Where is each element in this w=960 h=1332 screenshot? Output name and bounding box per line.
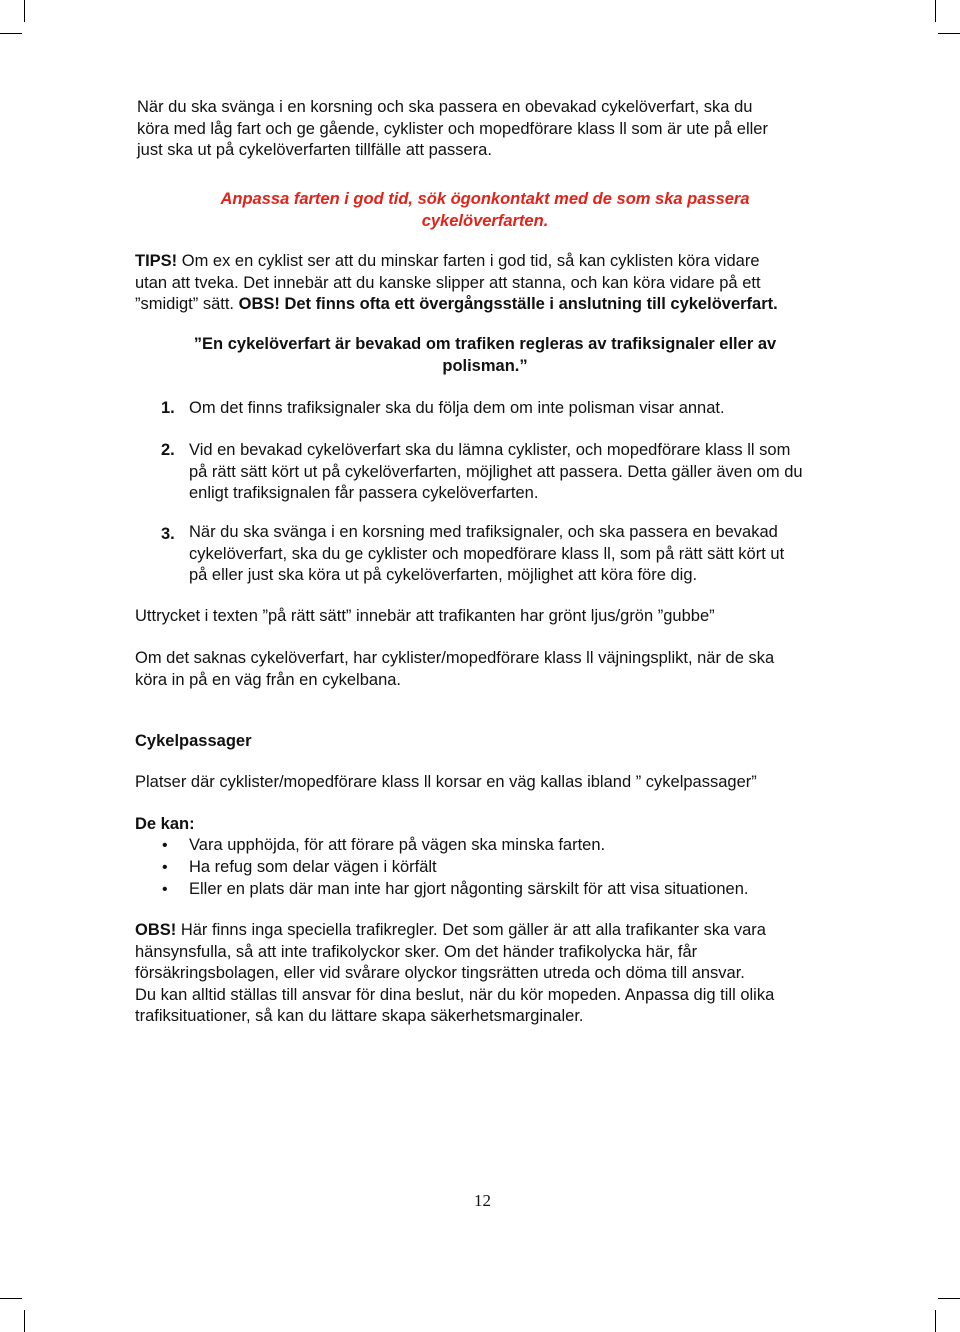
bevakad-definition [137, 334, 833, 377]
tips-paragraph [135, 251, 778, 316]
saknas-line-2: köra in på en väg från en cykelbana. [135, 670, 402, 689]
list-number-1: 1. [161, 399, 175, 417]
list-number-2: 2. [161, 441, 175, 459]
list-number-3: 3. [161, 525, 175, 543]
obs-label: OBS! [135, 921, 177, 939]
crop-mark-top-left-vertical [24, 0, 25, 22]
uttrycket-paragraph: Uttrycket i texten ”på rätt sätt” innebär att trafikanten har grönt ljus/grön ”gubbe” [135, 607, 715, 625]
obs-line-3: försäkringsbolagen, eller vid svårare olyckor tingsrätten utreda och döma till ansvar. [135, 964, 745, 982]
intro-line-1: När du ska svänga i en korsning och ska passera en obevakad cykelöverfart, ska du [137, 98, 753, 116]
list-item-1-line-1: Om det finns trafiksignaler ska du följa dem om inte polisman visar annat. [189, 399, 725, 417]
crop-mark-top-left-horizontal [0, 33, 22, 34]
list-item-3-line-2: cykelöverfart, ska du ge cyklister och mopedförare klass ll, som på rätt sätt kört ut [189, 544, 785, 563]
obs-line-1: Här finns inga speciella trafikregler. Det som gäller är att alla trafikanter ska vara [176, 921, 766, 939]
bullet-item-1: Vara upphöjda, för att förare på vägen ska minska farten. [189, 836, 606, 854]
page-number: 12 [474, 1191, 491, 1210]
obs-line-4: Du kan alltid ställas till ansvar för dina beslut, när du kör mopeden. Anpassa dig till olika [135, 985, 775, 1004]
section-heading-cykelpassager: Cykelpassager [135, 732, 252, 750]
crop-mark-bottom-right-horizontal [938, 1298, 960, 1299]
list-item-2 [189, 440, 803, 505]
list-item-3-line-3: på eller just ska köra ut på cykelöverfarten, möjlighet att köra före dig. [189, 566, 698, 584]
highlight-line-1: Anpassa farten i god tid, sök ögonkontakt med de som ska passera [220, 190, 750, 208]
saknas-line-1: Om det saknas cykelöverfart, har cyklister/mopedförare klass ll väjningsplikt, när de ska [135, 649, 775, 667]
obs-paragraph [135, 920, 774, 1028]
crop-mark-bottom-left-horizontal [0, 1298, 22, 1299]
crop-mark-top-right-horizontal [938, 33, 960, 34]
platser-paragraph: Platser där cyklister/mopedförare klass ll korsar en väg kallas ibland ” cykelpassager” [135, 773, 757, 791]
list-item-1 [189, 398, 725, 420]
intro-line-3: just ska ut på cykelöverfarten tillfälle att passera. [137, 141, 492, 159]
crop-mark-bottom-right-vertical [935, 1310, 936, 1332]
intro-line-2: köra med låg fart och ge gående, cyklister och mopedförare klass ll som är ute på eller [137, 119, 768, 138]
crop-mark-top-right-vertical [935, 0, 936, 22]
saknas-paragraph [135, 648, 774, 691]
list-item-2-line-3: enligt trafiksignalen får passera cykelöverfarten. [189, 484, 539, 502]
tips-line-1: Om ex en cyklist ser att du minskar farten i god tid, så kan cyklisten köra vidare [177, 252, 760, 270]
crop-mark-bottom-left-vertical [24, 1310, 25, 1332]
list-item-3 [189, 522, 784, 587]
bullet-icon-2: • [162, 859, 168, 876]
de-kan-label: De kan: [135, 815, 195, 833]
tips-line-2: utan att tveka. Det innebär att du kanske slipper att stanna, och kan köra vidare på ett [135, 273, 761, 292]
intro-paragraph [137, 97, 768, 162]
bevakad-line-2: polisman.” [442, 356, 528, 375]
tips-label: TIPS! [135, 252, 178, 270]
bevakad-line-1: ”En cykelöverfart är bevakad om trafiken regleras av trafiksignaler eller av [193, 335, 777, 353]
tips-obs: OBS! Det finns ofta ett övergångsställe i anslutning till cykelöverfart. [238, 295, 778, 313]
list-item-3-line-1: När du ska svänga i en korsning med trafiksignaler, och ska passera en bevakad [189, 523, 778, 541]
bullet-icon-1: • [162, 837, 168, 854]
obs-line-2: hänsynsfulla, så att inte trafikolyckor sker. Om det händer trafikolycka här, får [135, 942, 698, 961]
tips-line-3a: ”smidigt” sätt. [135, 295, 239, 313]
obs-line-5: trafiksituationer, så kan du lättare skapa säkerhetsmarginaler. [135, 1007, 584, 1025]
bullet-item-2: Ha refug som delar vägen i körfält [189, 858, 437, 876]
highlight-text [137, 189, 833, 232]
highlight-line-2: cykelöverfarten. [421, 211, 549, 230]
bullet-icon-3: • [162, 881, 168, 898]
bullet-item-3: Eller en plats där man inte har gjort någonting särskilt för att visa situationen. [189, 880, 749, 898]
list-item-2-line-1: Vid en bevakad cykelöverfart ska du lämna cyklister, och mopedförare klass ll som [189, 441, 791, 459]
list-item-2-line-2: på rätt sätt kört ut på cykelöverfarten, möjlighet att passera. Detta gäller även om du [189, 462, 803, 481]
